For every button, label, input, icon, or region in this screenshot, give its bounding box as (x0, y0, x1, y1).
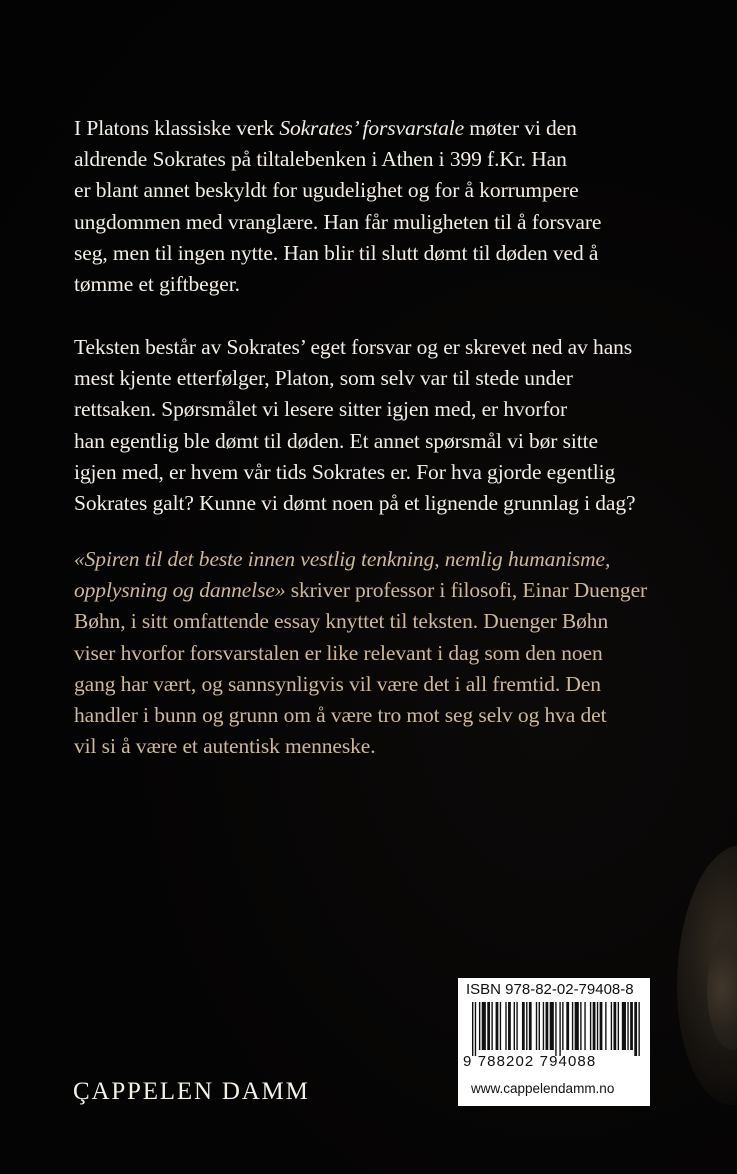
barcode-bar (555, 1002, 556, 1056)
barcode-bar (516, 1002, 517, 1050)
barcode-bar (522, 1002, 525, 1050)
blurb-line: handler i bunn og grunn om å være tro mot seg selv og hva det (74, 703, 607, 728)
barcode-bar (622, 1002, 626, 1050)
barcode-bar (611, 1002, 612, 1050)
barcode-bar (539, 1002, 540, 1050)
barcode-bar (605, 1002, 606, 1050)
blurb-line: opplysning og dannelse» skriver professor i filosofi, Einar Duenger (74, 578, 648, 603)
barcode-bar (634, 1002, 637, 1056)
barcode-bar (526, 1002, 527, 1050)
barcode-bar (562, 1002, 563, 1050)
barcode-bar (593, 1002, 596, 1050)
blurb-line: er blant annet beskyldt for ugudelighet og for å korrumpere (74, 178, 579, 203)
blurb-line: Teksten består av Sokrates’ eget forsvar og er skrevet ned av hans (74, 335, 633, 359)
blurb-line: gang har vært, og sannsynligvis vil være det i all fremtid. Den (74, 671, 601, 696)
blurb-line: I Platons klassiske verk Sokrates’ forsvarstale møter vi den (74, 116, 577, 140)
blurb-paragraph-2 (74, 332, 664, 519)
barcode-bar (508, 1002, 511, 1050)
book-title: Sokrates’ forsvarstale (279, 116, 465, 140)
blurb-line: seg, men til ingen nytte. Han blir til slutt dømt til døden ved å (74, 240, 599, 265)
barcode-bar (572, 1002, 573, 1050)
barcode-bar (597, 1002, 598, 1050)
barcode-bar (559, 1002, 560, 1056)
blurb-line: Sokrates galt? Kunne vi dømt noen på et lignende grunnlag i dag? (74, 491, 636, 516)
blurb-line (74, 544, 664, 575)
barcode-bar (600, 1002, 603, 1050)
barcode-bar (482, 1002, 486, 1050)
barcode-bar (630, 1002, 633, 1050)
blurb-line: rettsaken. Spørsmålet vi lesere sitter igjen med, er hvorfor (74, 397, 568, 422)
blurb-paragraph-1 (74, 113, 664, 300)
blurb-line: viser hvorfor forsvarstalen er like relevant i dag som den noen (74, 640, 603, 665)
isbn-barcode-block (458, 978, 650, 1106)
blurb-line: vil si å være et autentisk menneske. (74, 734, 376, 759)
quote: «Spiren til det beste innen vestlig tenkning, nemlig humanisme, (74, 547, 611, 571)
blurb-line: han egentlig ble dømt til døden. Et annet spørsmål vi bør sitte (74, 428, 598, 453)
barcode-bar (479, 1002, 480, 1050)
barcode-bar (584, 1002, 585, 1050)
blurb-line: tømme et giftbeger. (74, 272, 240, 297)
barcode-bar (491, 1002, 492, 1050)
barcode-bar (613, 1002, 616, 1050)
barcode-bar (496, 1002, 499, 1050)
barcode-bar (575, 1002, 579, 1050)
barcode-bar (566, 1002, 569, 1050)
blurb-line: igjen med, er hvem vår tids Sokrates er. For hva gjorde egentlig (74, 459, 616, 484)
blurb-line: ungdommen med vranglære. Han får muligheten til å forsvare (74, 209, 602, 234)
blurb-line: mest kjente etterfølger, Platon, som selv var til stede under (74, 366, 573, 391)
barcode-bar (550, 1002, 554, 1050)
blurb-line: aldrende Sokrates på tiltalebenken i Athen i 399 f.Kr. Han (74, 147, 567, 172)
barcode-bar (472, 1002, 473, 1056)
barcode-icon (472, 1002, 644, 1056)
barcode-bar (500, 1002, 501, 1050)
publisher-url: www.cappelendamm.no (471, 1081, 615, 1096)
barcode-bar (536, 1002, 537, 1050)
blurb-line: Bøhn, i sitt omfattende essay knyttet til teksten. Duenger Bøhn (74, 609, 609, 634)
barcode-digits: 9 788202 794088 (463, 1053, 597, 1070)
quote: opplysning og dannelse» (74, 578, 286, 603)
barcode-bar (546, 1002, 549, 1050)
barcode-bar (487, 1002, 490, 1050)
isbn-number: ISBN 978-82-02-79408-8 (466, 981, 634, 998)
barcode-bar (505, 1002, 506, 1050)
blurb-paragraph-3 (74, 544, 664, 762)
barcode-bar (475, 1002, 476, 1056)
barcode-bar (638, 1002, 639, 1056)
barcode-bar (543, 1002, 544, 1050)
barcode-bar (514, 1002, 515, 1050)
barcode-bar (618, 1002, 619, 1050)
barcode-bar (627, 1002, 628, 1050)
barcode-bar (590, 1002, 591, 1050)
barcode-bar (529, 1002, 532, 1050)
publisher-logo: ÇAPPELEN DAMM (73, 1078, 310, 1105)
barcode-bar (580, 1002, 581, 1050)
